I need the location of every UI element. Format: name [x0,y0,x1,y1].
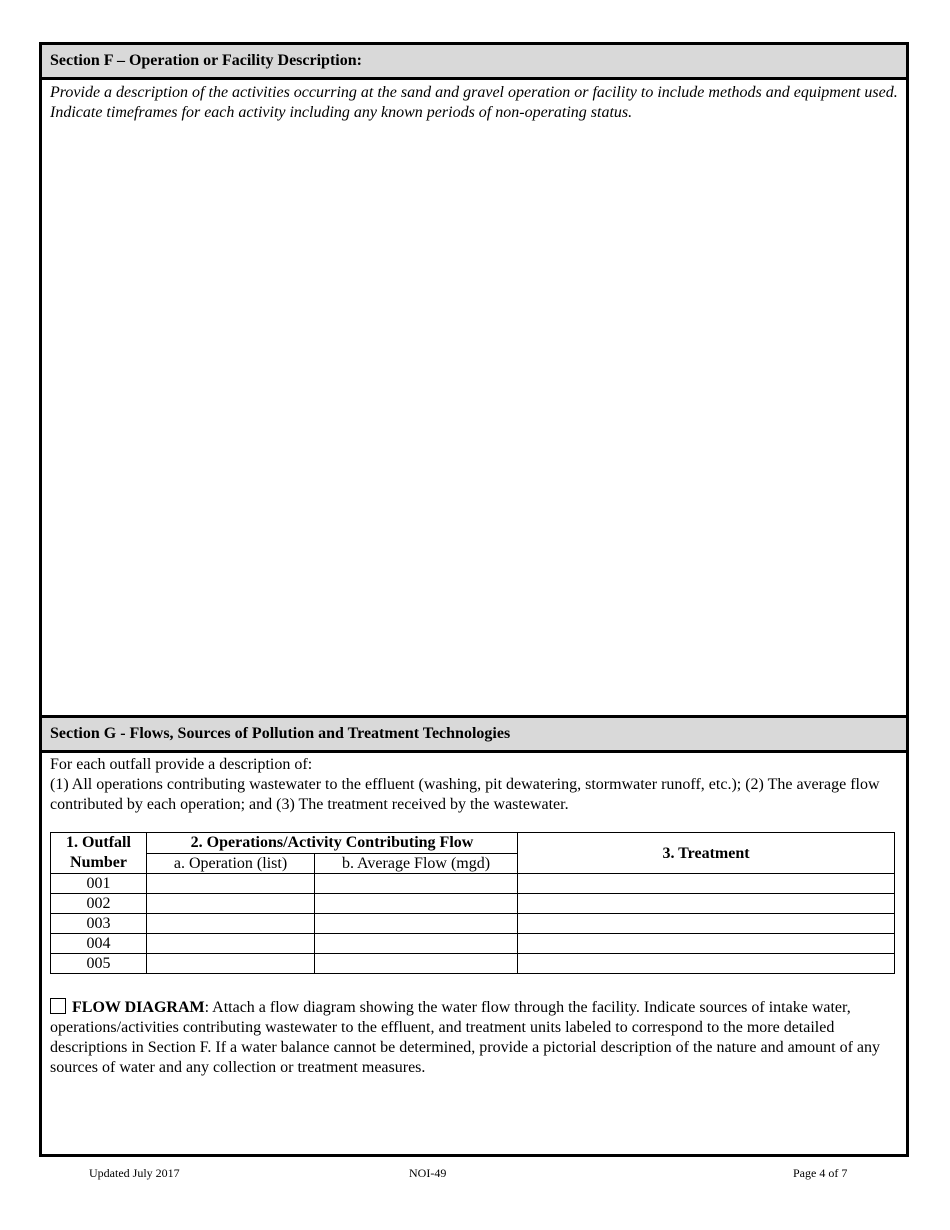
operation-cell[interactable] [147,894,315,914]
footer-updated: Updated July 2017 [89,1166,180,1180]
operation-cell[interactable] [147,934,315,954]
average-flow-cell[interactable] [315,934,518,954]
footer-form-id: NOI-49 [409,1166,447,1180]
table-row [51,894,895,914]
table-row [51,954,895,974]
section-g-intro-line2: (1) All operations contributing wastewater to the effluent (washing, pit dewatering, stormwater runoff, etc.); (2) The average flow contributed by each operation; and (3) The treatment received by the wastewater. [50,776,880,813]
average-flow-cell[interactable] [315,874,518,894]
flow-diagram-label: FLOW DIAGRAM [72,999,205,1016]
average-flow-cell[interactable] [315,894,518,914]
treatment-cell[interactable] [518,894,895,914]
form-frame [39,42,909,1157]
section-g-intro-line1: For each outfall provide a description of: [50,756,313,773]
col-outfall-number: 1. Outfall Number [51,833,147,874]
average-flow-cell[interactable] [315,954,518,974]
outfall-number-cell: 005 [51,954,147,974]
section-f-header [42,45,906,80]
table-row [51,874,895,894]
col-average-flow: b. Average Flow (mgd) [315,853,518,874]
footer-page-number: Page 4 of 7 [793,1166,848,1180]
treatment-cell[interactable] [518,934,895,954]
treatment-cell[interactable] [518,874,895,894]
col-operations-activity: 2. Operations/Activity Contributing Flow [147,833,518,854]
section-g-header [42,715,906,753]
outfall-number-cell: 004 [51,934,147,954]
outfall-table [50,832,895,974]
table-row [51,914,895,934]
flow-diagram-checkbox[interactable] [50,998,66,1014]
outfall-number-cell: 001 [51,874,147,894]
outfall-number-cell: 003 [51,914,147,934]
section-f-instructions: Provide a description of the activities occurring at the sand and gravel operation or facility to include methods and equipment used. Indicate timeframes for each activity including any known periods of non-operating status. [50,84,898,121]
operation-cell[interactable] [147,914,315,934]
col-treatment: 3. Treatment [518,833,895,874]
flow-diagram-text: : Attach a flow diagram showing the water flow through the facility. Indicate sources of intake water, operations/activities contributing wastewater to the effluent, and treatment units labeled to correspond to the more detailed descriptions in Section F. If a water balance cannot be determined, provide a pictorial description of the nature and amount of any sources of water and any collection or treatment measures. [50,999,880,1076]
average-flow-cell[interactable] [315,914,518,934]
table-row [51,934,895,954]
treatment-cell[interactable] [518,954,895,974]
section-f-title: Section F – Operation or Facility Description: [50,52,362,69]
section-g-intro [50,755,898,815]
operation-cell[interactable] [147,874,315,894]
col-operation-list: a. Operation (list) [147,853,315,874]
outfall-number-cell: 002 [51,894,147,914]
section-g-title: Section G - Flows, Sources of Pollution and Treatment Technologies [50,725,511,742]
treatment-cell[interactable] [518,914,895,934]
flow-diagram-paragraph [50,998,898,1078]
operation-cell[interactable] [147,954,315,974]
facility-description-field[interactable] [48,127,900,713]
